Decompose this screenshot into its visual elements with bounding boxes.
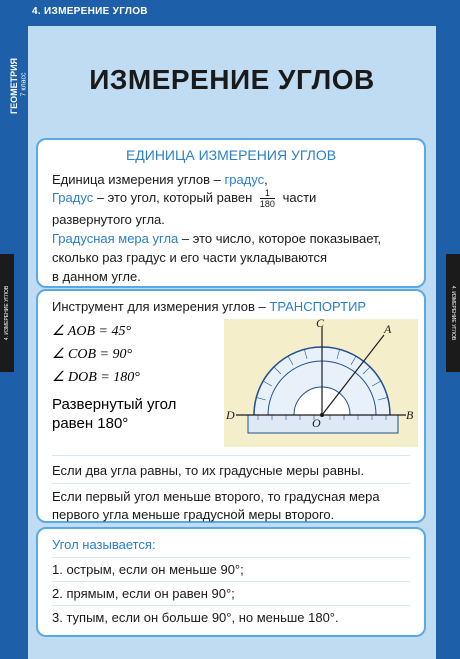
page-title: ИЗМЕРЕНИЕ УГЛОВ bbox=[89, 64, 375, 95]
fraction-numerator: 1 bbox=[260, 188, 275, 199]
side-subject: ГЕОМЕТРИЯ bbox=[9, 57, 19, 115]
tool-divider bbox=[52, 455, 410, 456]
angle-types-panel bbox=[36, 527, 426, 637]
unit-line-4 bbox=[52, 229, 381, 248]
tool-name: ТРАНСПОРТИР bbox=[269, 299, 367, 314]
unit-line-3: развернутого угла. bbox=[52, 212, 165, 227]
types-divider-2 bbox=[52, 581, 410, 582]
unit-line-1a: Единица измерения углов – bbox=[52, 172, 221, 187]
unit-line-2b: – это угол, который равен bbox=[96, 190, 253, 205]
unit-line-1 bbox=[52, 170, 268, 189]
fraction bbox=[260, 188, 275, 209]
rule-equal-angles: Если два угла равны, то их градусные меры равны. bbox=[52, 463, 365, 478]
flat-angle-line-2: равен 180° bbox=[52, 415, 129, 432]
unit-line-2c: части bbox=[282, 190, 317, 205]
label-a: A bbox=[384, 322, 392, 336]
protractor-base bbox=[248, 415, 398, 433]
label-d: D bbox=[226, 408, 235, 422]
equation-aob: ∠ AOB = 45° bbox=[52, 324, 132, 339]
tool-panel bbox=[36, 289, 426, 523]
unit-panel bbox=[36, 138, 426, 288]
label-c: C bbox=[316, 319, 325, 330]
fraction-denominator: 180 bbox=[259, 199, 275, 210]
tool-intro-text: Инструмент для измерения углов – bbox=[52, 299, 266, 314]
equation-dob: ∠ DOB = 180° bbox=[52, 370, 140, 385]
angle-type-acute: 1. острым, если он меньше 90°; bbox=[52, 562, 244, 577]
rule-less-angle-2: первого угла меньше градусной меры второго. bbox=[52, 507, 335, 522]
protractor-svg bbox=[224, 319, 418, 447]
right-tab-label: 4. ИЗМЕРЕНИЕ УГЛОВ bbox=[450, 285, 456, 341]
label-o: O bbox=[312, 416, 321, 430]
unit-term-measure: Градусная мера угла bbox=[52, 231, 179, 246]
angle-types-heading: Угол называется: bbox=[52, 537, 156, 552]
unit-panel-heading: ЕДИНИЦА ИЗМЕРЕНИЯ УГЛОВ bbox=[125, 147, 337, 163]
side-label-block bbox=[4, 36, 28, 146]
tool-intro bbox=[52, 297, 366, 316]
label-b: B bbox=[406, 408, 414, 422]
types-divider bbox=[52, 557, 410, 558]
unit-term-degree: градус bbox=[224, 172, 265, 187]
side-grade: 7 класс bbox=[20, 72, 28, 97]
angle-type-right: 2. прямым, если он равен 90°; bbox=[52, 586, 235, 601]
unit-line-2 bbox=[52, 188, 316, 209]
unit-line-1c: , bbox=[264, 172, 268, 187]
section-header: 4. ИЗМЕРЕНИЕ УГЛОВ bbox=[32, 6, 148, 17]
left-side-tab bbox=[0, 254, 14, 372]
types-divider-3 bbox=[52, 605, 410, 606]
tool-divider-2 bbox=[52, 483, 410, 484]
unit-line-5: сколько раз градус и его части укладываются bbox=[52, 250, 328, 265]
angle-type-obtuse: 3. тупым, если он больше 90°, но меньше 180°. bbox=[52, 610, 339, 625]
top-strip bbox=[0, 0, 460, 26]
left-tab-label: 4. ИЗМЕРЕНИЕ УГЛОВ bbox=[4, 285, 10, 341]
rule-less-angle-1: Если первый угол меньше второго, то градусная мера bbox=[52, 489, 380, 504]
unit-term-degree-2: Градус bbox=[52, 190, 94, 205]
poster-card bbox=[28, 26, 436, 659]
flat-angle-line-1: Развернутый угол bbox=[52, 396, 177, 413]
protractor-illustration bbox=[224, 319, 418, 447]
unit-line-4b: – это число, которое показывает, bbox=[181, 231, 382, 246]
unit-line-6: в данном угле. bbox=[52, 269, 141, 284]
equation-cob: ∠ COB = 90° bbox=[52, 347, 133, 362]
right-side-tab bbox=[446, 254, 460, 372]
